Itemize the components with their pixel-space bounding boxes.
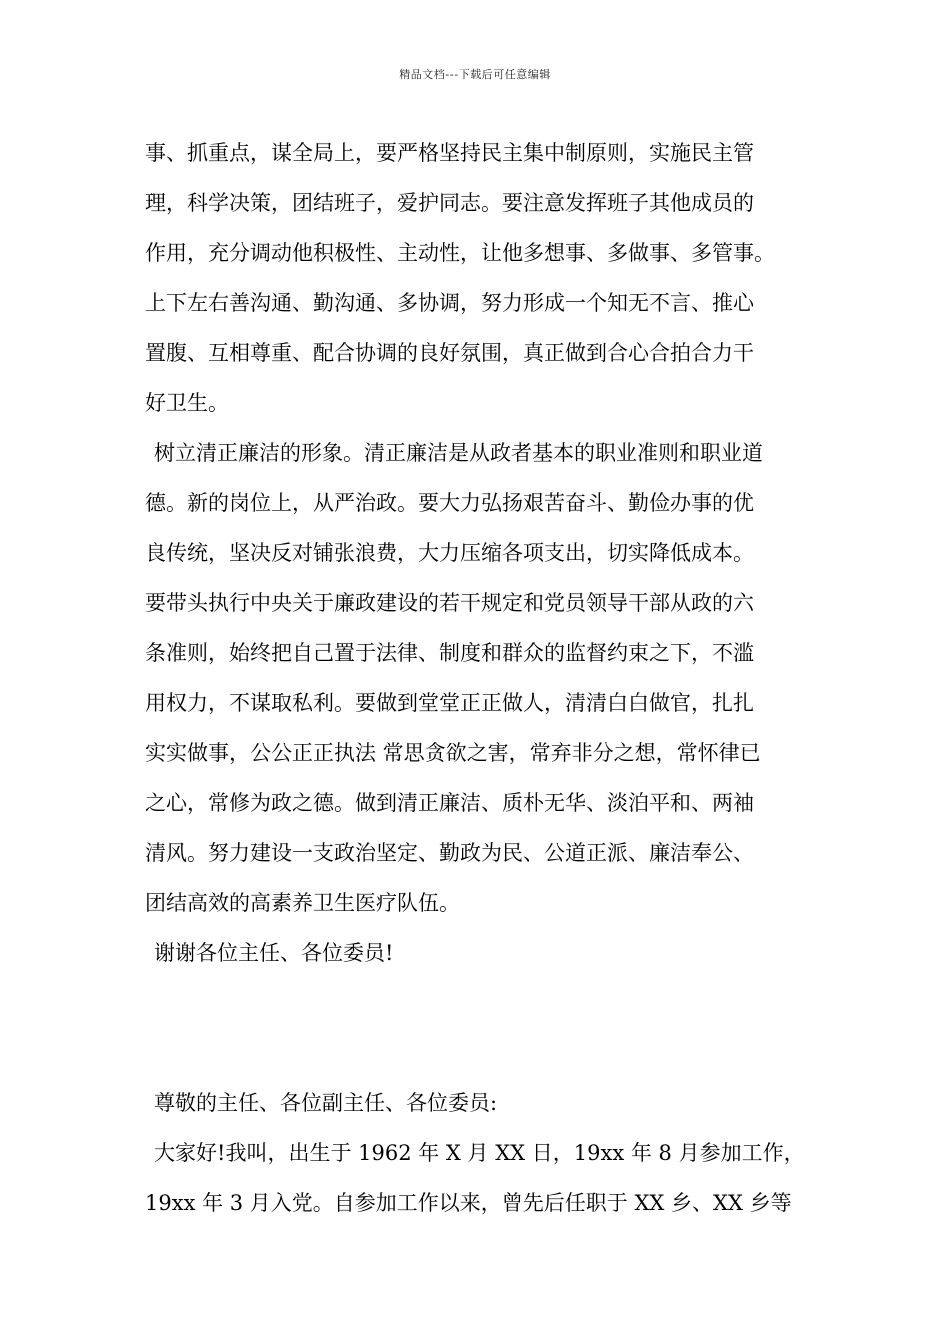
text-line: 团结高效的高素养卫生医疗队伍。	[145, 891, 460, 915]
text-line: 用权力，不谋取私利。要做到堂堂正正做人，清清白白做官，扎扎	[145, 691, 754, 715]
paragraph-collaboration	[145, 128, 825, 428]
text-line: 作用，充分调动他积极性、主动性，让他多想事、多做事、多管事。	[145, 241, 775, 265]
second-speech	[145, 1078, 825, 1228]
document-body	[145, 128, 825, 1228]
text-line: 之心，常修为政之德。做到清正廉洁、质朴无华、淡泊平和、两袖	[145, 791, 754, 815]
text-line: 上下左右善沟通、勤沟通、多协调，努力形成一个知无不言、推心	[145, 291, 754, 315]
page-header: 精品文档---下载后可任意编辑	[399, 68, 551, 81]
text-line: 事、抓重点，谋全局上，要严格坚持民主集中制原则，实施民主管	[145, 141, 754, 165]
speech-greeting: 尊敬的主任、各位副主任、各位委员:	[154, 1091, 498, 1115]
text-line: 大家好!我叫，出生于 1962 年 X 月 XX 日，19xx 年 8 月参加工作，	[154, 1141, 805, 1165]
closing-thanks: 谢谢各位主任、各位委员!	[154, 941, 394, 965]
text-line: 条准则，始终把自己置于法律、制度和群众的监督约束之下，不滥	[145, 641, 754, 665]
text-line: 清风。努力建设一支政治坚定、勤政为民、公道正派、廉洁奉公、	[145, 841, 754, 865]
section-gap	[145, 978, 825, 1078]
text-line: 理，科学决策，团结班子，爱护同志。要注意发挥班子其他成员的	[145, 191, 754, 215]
text-line: 要带头执行中央关于廉政建设的若干规定和党员领导干部从政的六	[145, 591, 754, 615]
paragraph-integrity	[145, 428, 825, 928]
text-line: 树立清正廉洁的形象。清正廉洁是从政者基本的职业准则和职业道	[154, 441, 763, 465]
text-line: 19xx 年 3 月入党。自参加工作以来，曾先后任职于 XX 乡、XX 乡等	[145, 1191, 792, 1215]
text-line: 置腹、互相尊重、配合协调的良好氛围，真正做到合心合拍合力干	[145, 341, 754, 365]
text-line: 德。新的岗位上，从严治政。要大力弘扬艰苦奋斗、勤俭办事的优	[145, 491, 754, 515]
text-line: 良传统，坚决反对铺张浪费，大力压缩各项支出，切实降低成本。	[145, 541, 754, 565]
text-line: 实实做事，公公正正执法 常思贪欲之害，常弃非分之想，常怀律已	[145, 741, 761, 765]
text-line: 好卫生。	[145, 391, 229, 415]
